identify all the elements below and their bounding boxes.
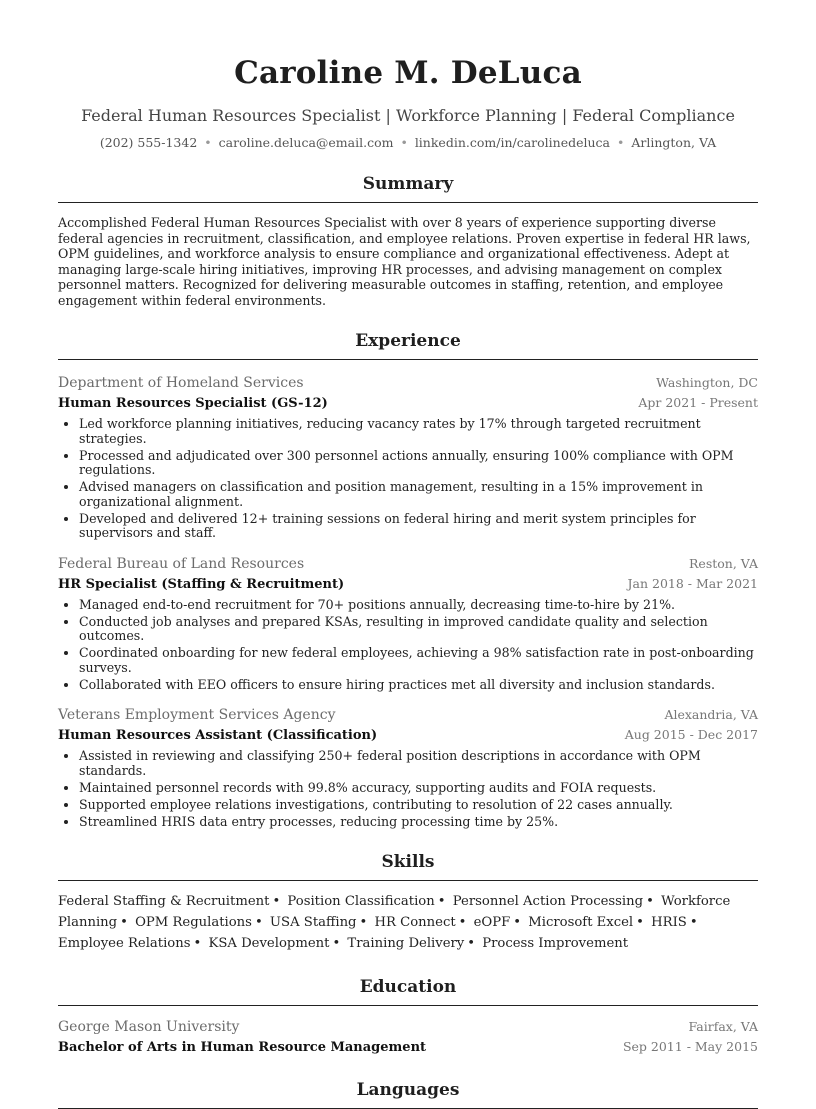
job-bullets (58, 598, 758, 693)
contact-separator: • (400, 135, 408, 150)
skill-item: HRIS (651, 915, 687, 930)
skill-separator: • (636, 915, 644, 930)
employer-name: Department of Homeland Services (58, 375, 304, 391)
skill-separator: • (254, 915, 263, 930)
skill-separator: • (513, 915, 522, 930)
skill-separator: • (332, 936, 341, 951)
skill-separator: • (272, 894, 281, 909)
bullet-item: • Maintained personnel records with 99.8% accuracy, supporting audits and FOIA requests. (79, 781, 758, 796)
summary-text: Accomplished Federal Human Resources Specialist with over 8 years of experience supporting diverse federal agencies in recruitment, classification, and employee relations. Proven expertise in federal HR laws, OPM guidelines, and workforce analysis to ensure compliance and organizational effectiveness. Adept at managing large-scale hiring initiatives, improving HR processes, and advising management on complex personnel matters. Recognized for delivering measurable outcomes in staffing, retention, and employee engagement within federal environments. (58, 215, 751, 308)
skill-item: Workforce Planning (58, 894, 731, 930)
skill-separator: • (193, 936, 202, 951)
skill-item: Position Classification (287, 894, 435, 909)
candidate-name: Caroline M. DeLuca (234, 55, 582, 91)
experience-entry (58, 555, 758, 693)
contact-linkedin[interactable]: linkedin.com/in/carolinedeluca (414, 135, 611, 150)
job-location: Washington, DC (656, 375, 758, 390)
bullet-item: • Collaborated with EEO officers to ensure hiring practices met all diversity and inclusion standards. (79, 678, 758, 693)
headline: Federal Human Resources Specialist | Workforce Planning | Federal Compliance (81, 106, 735, 125)
contact-location: Arlington, VA (631, 135, 717, 150)
skill-separator: • (437, 894, 446, 909)
experience-list (58, 374, 758, 829)
section-title-skills: Skills (58, 851, 758, 881)
bullet-item: • Supported employee relations investigations, contributing to resolution of 22 cases annually. (79, 798, 758, 813)
skill-separator: • (359, 915, 368, 930)
contact-phone: (202) 555-1342 (99, 135, 198, 150)
education-school: George Mason University (58, 1019, 240, 1035)
education-degree: Bachelor of Arts in Human Resource Management (58, 1040, 427, 1055)
experience-entry (58, 706, 758, 829)
bullet-item: • Led workforce planning initiatives, reducing vacancy rates by 17% through targeted recruitment strategies. (79, 417, 758, 446)
employer-name: Federal Bureau of Land Resources (58, 555, 305, 572)
job-title: Human Resources Specialist (GS-12) (58, 396, 328, 411)
bullet-item: • Processed and adjudicated over 300 personnel actions annually, ensuring 100% compliance with OPM regulations. (79, 449, 758, 478)
skills-list (58, 891, 758, 954)
bullet-item: • Coordinated onboarding for new federal employees, achieving a 98% satisfaction rate in post-onboarding surveys. (79, 646, 758, 675)
skill-separator: • (120, 915, 128, 930)
education-location: Fairfax, VA (688, 1019, 758, 1034)
skill-item: eOPF (473, 915, 511, 930)
contact-separator: • (617, 135, 625, 150)
job-title: Human Resources Assistant (Classification) (58, 728, 378, 743)
experience-entry (58, 374, 758, 541)
skill-item: USA Staffing (269, 915, 357, 930)
section-title-summary: Summary (58, 173, 758, 203)
bullet-item: • Conducted job analyses and prepared KSAs, resulting in improved candidate quality and selection outcomes. (79, 615, 758, 644)
skill-item: KSA Development (208, 936, 330, 951)
skill-item: Microsoft Excel (528, 915, 634, 930)
resume-page (58, 0, 758, 1109)
skill-item: Employee Relations (58, 936, 191, 951)
skill-item: Process Improvement (482, 936, 629, 951)
education-dates: Sep 2011 - May 2015 (622, 1039, 758, 1054)
skill-item: Federal Staffing & Recruitment (58, 894, 270, 909)
bullet-item: • Advised managers on classification and position management, resulting in a 15% improvement in organizational alignment. (79, 480, 758, 509)
skill-separator: • (458, 915, 467, 930)
skill-item: OPM Regulations (135, 915, 252, 930)
section-title-education: Education (58, 976, 758, 1006)
skill-separator: • (689, 915, 698, 930)
education-entry (58, 1018, 758, 1057)
job-dates: Apr 2021 - Present (638, 395, 758, 410)
bullet-item: • Streamlined HRIS data entry processes, reducing processing time by 25%. (79, 815, 758, 830)
job-title: HR Specialist (Staffing & Recruitment) (58, 576, 345, 592)
job-location: Alexandria, VA (664, 707, 758, 722)
skill-item: Training Delivery (347, 936, 465, 951)
skill-separator: • (467, 936, 476, 951)
bullet-item: • Managed end-to-end recruitment for 70+ positions annually, decreasing time-to-hire by 21%. (79, 598, 758, 613)
job-dates: Aug 2015 - Dec 2017 (624, 727, 758, 742)
job-bullets (58, 749, 758, 829)
employer-name: Veterans Employment Services Agency (58, 707, 336, 723)
job-bullets (58, 417, 758, 541)
bullet-item: • Assisted in reviewing and classifying 250+ federal position descriptions in accordance with OPM standards. (79, 749, 758, 778)
bullet-item: • Developed and delivered 12+ training sessions on federal hiring and merit system principles for supervisors and staff. (79, 512, 758, 541)
skill-item: Personnel Action Processing (452, 894, 644, 909)
job-location: Reston, VA (689, 555, 758, 571)
contact-separator: • (204, 135, 212, 150)
contact-email[interactable]: caroline.deluca@email.com (218, 135, 394, 150)
skill-separator: • (646, 894, 654, 909)
section-title-experience: Experience (58, 330, 758, 360)
section-title-languages: Languages (58, 1079, 758, 1109)
skill-item: HR Connect (374, 915, 456, 930)
job-dates: Jan 2018 - Mar 2021 (627, 575, 758, 591)
contact-line (58, 135, 758, 151)
